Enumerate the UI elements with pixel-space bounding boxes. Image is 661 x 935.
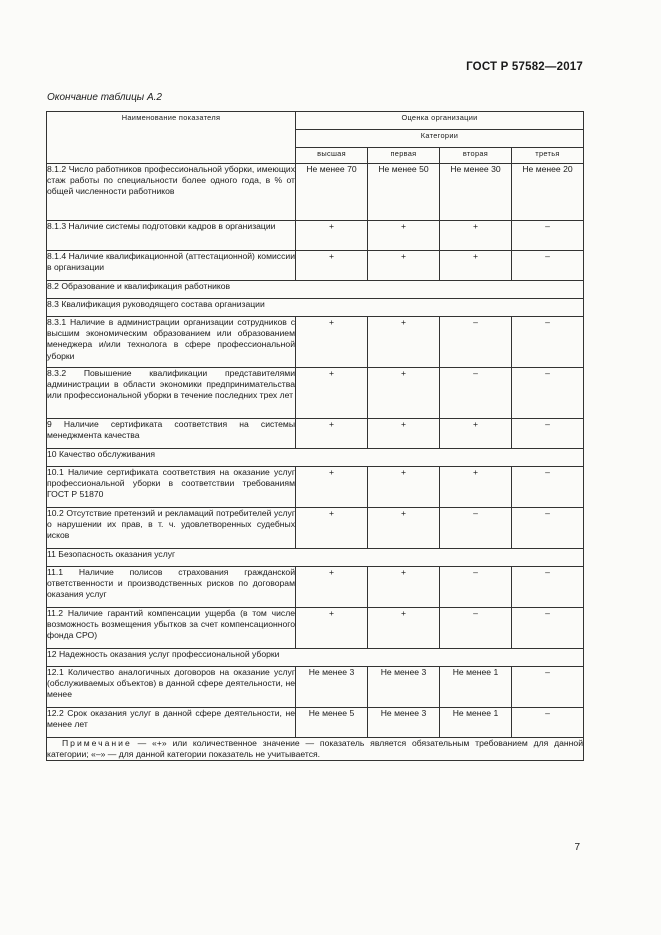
value-third: – — [512, 419, 584, 449]
value-third: – — [512, 467, 584, 508]
indicator-name: 8.1.3 Наличие системы подготовки кадров в организации — [47, 221, 296, 251]
value-first: Не менее 50 — [368, 164, 440, 221]
value-highest: + — [296, 608, 368, 649]
section-title: 11 Безопасность оказания услуг — [47, 549, 584, 567]
indicator-name: 12.2 Срок оказания услуг в данной сфере деятельности, не менее лет — [47, 708, 296, 738]
indicator-name: 10.2 Отсутствие претензий и рекламаций потребителей услуг о нарушении их прав, в т. ч. удовлетворенных судебных исков — [47, 508, 296, 549]
value-first: + — [368, 467, 440, 508]
value-third: – — [512, 317, 584, 368]
section-title: 8.2 Образование и квалификация работников — [47, 281, 584, 299]
value-third: – — [512, 508, 584, 549]
document-code: ГОСТ Р 57582—2017 — [466, 61, 583, 73]
indicator-name: 9 Наличие сертификата соответствия на системы менеджмента качества — [47, 419, 296, 449]
value-second: – — [440, 368, 512, 419]
value-second: + — [440, 221, 512, 251]
value-third: – — [512, 251, 584, 281]
value-first: + — [368, 251, 440, 281]
section-row — [47, 281, 584, 299]
value-highest: + — [296, 221, 368, 251]
value-first: Не менее 3 — [368, 708, 440, 738]
section-row — [47, 299, 584, 317]
value-second: Не менее 1 — [440, 667, 512, 708]
note-text: — «+» или количественное значение — показатель является обязательным требованием для данной категории; «–» — для данной категории показатель не учитывается. — [47, 738, 583, 760]
header-name-column: Наименование показателя — [47, 112, 296, 164]
table-row — [47, 467, 584, 508]
table-row — [47, 251, 584, 281]
note-label: Примечание — [62, 738, 132, 748]
table-row — [47, 164, 584, 221]
header-group: Оценка организации — [296, 112, 584, 130]
section-title: 8.3 Квалификация руководящего состава организации — [47, 299, 584, 317]
value-second: + — [440, 419, 512, 449]
value-second: – — [440, 608, 512, 649]
value-first: Не менее 3 — [368, 667, 440, 708]
table-row — [47, 708, 584, 738]
value-highest: Не менее 5 — [296, 708, 368, 738]
section-title: 12 Надежность оказания услуг профессиональной уборки — [47, 649, 584, 667]
value-first: + — [368, 368, 440, 419]
table-row — [47, 567, 584, 608]
value-third: – — [512, 567, 584, 608]
section-row — [47, 649, 584, 667]
table-row — [47, 368, 584, 419]
value-third: – — [512, 667, 584, 708]
value-first: + — [368, 317, 440, 368]
value-third: – — [512, 368, 584, 419]
indicator-name: 8.3.1 Наличие в администрации организации сотрудников с высшим экономическим образованием или образованием менеджера и/или технолога в сфере профессиональной уборки — [47, 317, 296, 368]
value-second: + — [440, 467, 512, 508]
value-highest: + — [296, 251, 368, 281]
header-category-second: вторая — [440, 148, 512, 164]
value-highest: + — [296, 567, 368, 608]
value-highest: + — [296, 467, 368, 508]
value-highest: Не менее 3 — [296, 667, 368, 708]
table-row — [47, 508, 584, 549]
value-third: – — [512, 608, 584, 649]
indicator-name: 11.2 Наличие гарантий компенсации ущерба (в том числе возможность возмещения убытков за счет компенсационного фонда СРО) — [47, 608, 296, 649]
table-row — [47, 221, 584, 251]
table-row — [47, 608, 584, 649]
section-row — [47, 449, 584, 467]
table-row — [47, 667, 584, 708]
value-third: Не менее 20 — [512, 164, 584, 221]
table-row — [47, 419, 584, 449]
header-category-highest: высшая — [296, 148, 368, 164]
table-row — [47, 317, 584, 368]
header-category-third: третья — [512, 148, 584, 164]
indicator-name: 10.1 Наличие сертификата соответствия на оказание услуг профессиональной уборки в соответствии требованиям ГОСТ Р 51870 — [47, 467, 296, 508]
value-highest: + — [296, 368, 368, 419]
indicator-name: 8.1.2 Число работников профессиональной уборки, имеющих стаж работы по специальности более одного года, в % от общей численности работников — [47, 164, 296, 221]
table-caption: Окончание таблицы А.2 — [47, 92, 162, 103]
value-second: – — [440, 567, 512, 608]
value-highest: + — [296, 508, 368, 549]
indicator-name: 8.1.4 Наличие квалификационной (аттестационной) комиссии в организации — [47, 251, 296, 281]
section-title: 10 Качество обслуживания — [47, 449, 584, 467]
value-second: Не менее 1 — [440, 708, 512, 738]
value-first: + — [368, 508, 440, 549]
value-second: – — [440, 317, 512, 368]
value-second: + — [440, 251, 512, 281]
value-highest: + — [296, 317, 368, 368]
value-second: Не менее 30 — [440, 164, 512, 221]
indicator-name: 11.1 Наличие полисов страхования гражданской ответственности и производственных рисков по договорам оказания услуг — [47, 567, 296, 608]
value-first: + — [368, 419, 440, 449]
value-highest: Не менее 70 — [296, 164, 368, 221]
indicator-name: 8.3.2 Повышение квалификации представителями администрации в области экономики предпринимательства или профессиональной уборки в течение последних трех лет — [47, 368, 296, 419]
value-third: – — [512, 708, 584, 738]
table-body — [47, 164, 584, 738]
value-first: + — [368, 567, 440, 608]
section-row — [47, 549, 584, 567]
value-first: + — [368, 608, 440, 649]
indicators-table — [46, 111, 584, 761]
page-number: 7 — [574, 842, 580, 853]
header-subgroup: Категории — [296, 130, 584, 148]
value-third: – — [512, 221, 584, 251]
value-second: – — [440, 508, 512, 549]
table-note — [47, 738, 584, 761]
value-highest: + — [296, 419, 368, 449]
header-category-first: первая — [368, 148, 440, 164]
indicator-name: 12.1 Количество аналогичных договоров на оказание услуг (обслуживаемых объектов) в данной сфере деятельности, не менее — [47, 667, 296, 708]
value-first: + — [368, 221, 440, 251]
